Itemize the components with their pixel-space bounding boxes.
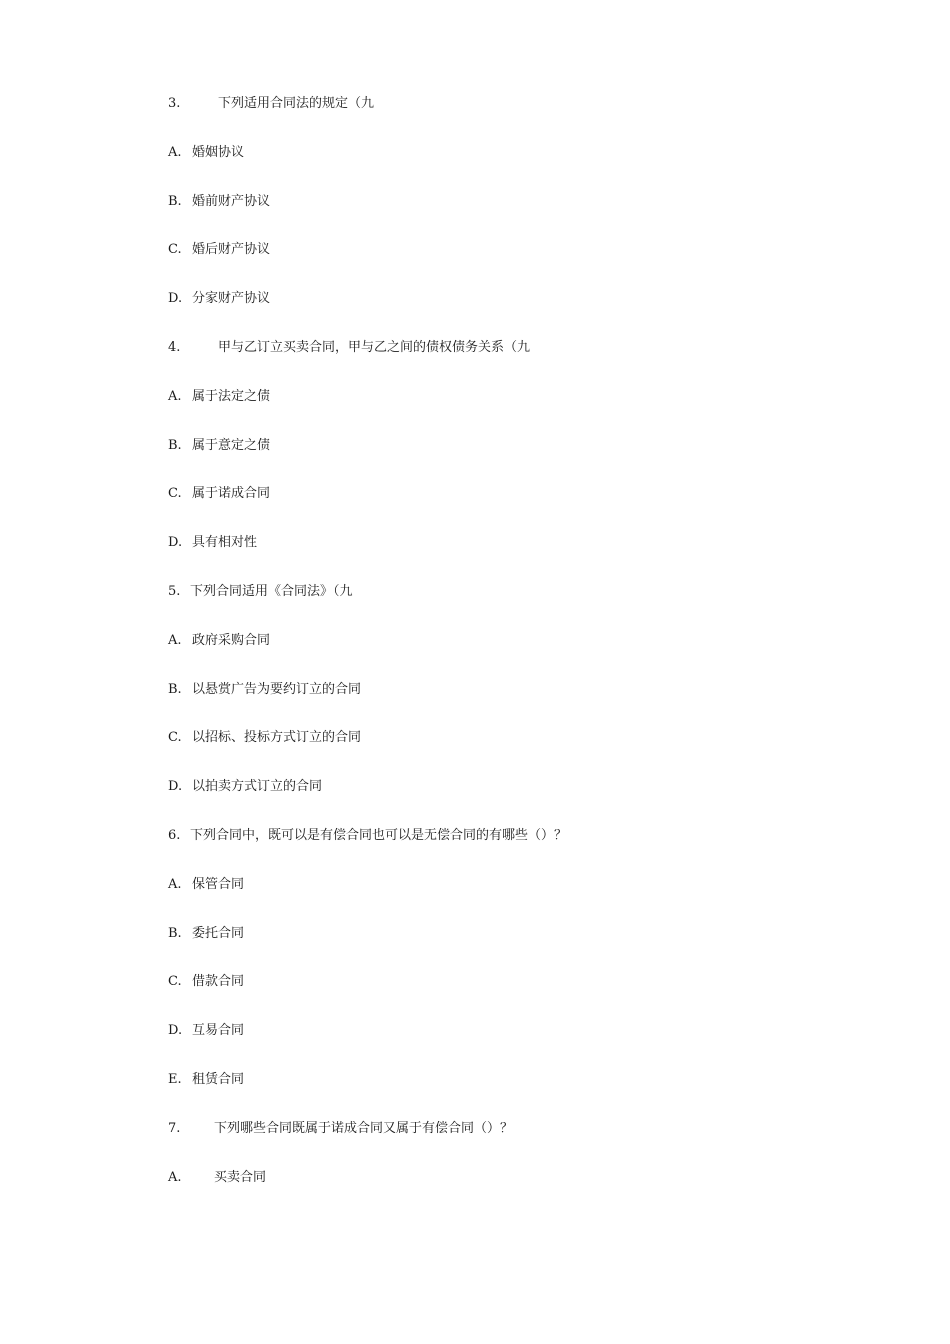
option-letter: C. — [168, 974, 182, 989]
option-text: 借款合同 — [192, 974, 245, 989]
option-letter: B. — [168, 926, 182, 941]
option-text: 互易合同 — [192, 1023, 245, 1038]
option-text: 买卖合同 — [214, 1170, 267, 1185]
option-6d — [168, 1021, 244, 1041]
option-4a — [168, 387, 270, 407]
option-text: 婚前财产协议 — [192, 194, 271, 209]
option-letter: E. — [168, 1072, 182, 1087]
option-letter: A. — [168, 145, 182, 160]
option-3d — [168, 289, 270, 309]
option-text: 具有相对性 — [192, 535, 258, 550]
option-letter: C. — [168, 242, 182, 257]
option-6e — [168, 1070, 244, 1090]
question-number: 3. — [168, 96, 181, 111]
question-text: 下列适用合同法的规定（九 — [218, 96, 375, 111]
option-letter: B. — [168, 194, 182, 209]
option-letter: A. — [168, 633, 182, 648]
question-7 — [168, 1119, 513, 1139]
option-text: 属于诺成合同 — [192, 486, 271, 501]
option-letter: B. — [168, 682, 182, 697]
option-3b — [168, 192, 270, 212]
question-number: 6. — [168, 828, 181, 843]
option-letter: D. — [168, 535, 183, 550]
question-text: 甲与乙订立买卖合同，甲与乙之间的债权债务关系（九 — [218, 340, 531, 355]
option-5d — [168, 777, 322, 797]
option-letter: A. — [168, 1170, 182, 1185]
option-5b — [168, 680, 361, 700]
question-3 — [168, 94, 374, 114]
option-6c — [168, 972, 244, 992]
question-text: 下列合同适用《合同法》（九 — [190, 584, 353, 599]
option-text: 保管合同 — [192, 877, 245, 892]
option-letter: C. — [168, 730, 182, 745]
option-letter: D. — [168, 1023, 183, 1038]
option-5a — [168, 631, 270, 651]
question-text: 下列合同中，既可以是有偿合同也可以是无偿合同的有哪些（）？ — [190, 828, 568, 843]
option-6a — [168, 875, 244, 895]
option-letter: D. — [168, 779, 183, 794]
option-text: 委托合同 — [192, 926, 245, 941]
option-letter: A. — [168, 389, 182, 404]
option-text: 以拍卖方式订立的合同 — [192, 779, 323, 794]
option-4b — [168, 436, 270, 456]
option-text: 婚姻协议 — [192, 145, 245, 160]
option-7a — [168, 1168, 266, 1188]
option-text: 婚后财产协议 — [192, 242, 271, 257]
question-number: 7. — [168, 1121, 181, 1136]
option-letter: B. — [168, 438, 182, 453]
option-3c — [168, 240, 270, 260]
option-6b — [168, 924, 244, 944]
option-5c — [168, 728, 361, 748]
option-letter: A. — [168, 877, 182, 892]
question-number: 5. — [168, 584, 181, 599]
question-5 — [168, 582, 353, 602]
option-letter: C. — [168, 486, 182, 501]
option-text: 以招标、投标方式订立的合同 — [192, 730, 362, 745]
option-text: 租赁合同 — [192, 1072, 245, 1087]
option-letter: D. — [168, 291, 183, 306]
option-text: 以悬赏广告为要约订立的合同 — [192, 682, 362, 697]
question-4 — [168, 338, 530, 358]
question-6 — [168, 826, 567, 846]
option-text: 属于意定之债 — [192, 438, 271, 453]
option-4d — [168, 533, 257, 553]
question-text: 下列哪些合同既属于诺成合同又属于有偿合同（）？ — [214, 1121, 514, 1136]
option-text: 属于法定之债 — [192, 389, 271, 404]
option-text: 政府采购合同 — [192, 633, 271, 648]
question-number: 4. — [168, 340, 181, 355]
option-3a — [168, 143, 244, 163]
option-text: 分家财产协议 — [192, 291, 271, 306]
option-4c — [168, 484, 270, 504]
